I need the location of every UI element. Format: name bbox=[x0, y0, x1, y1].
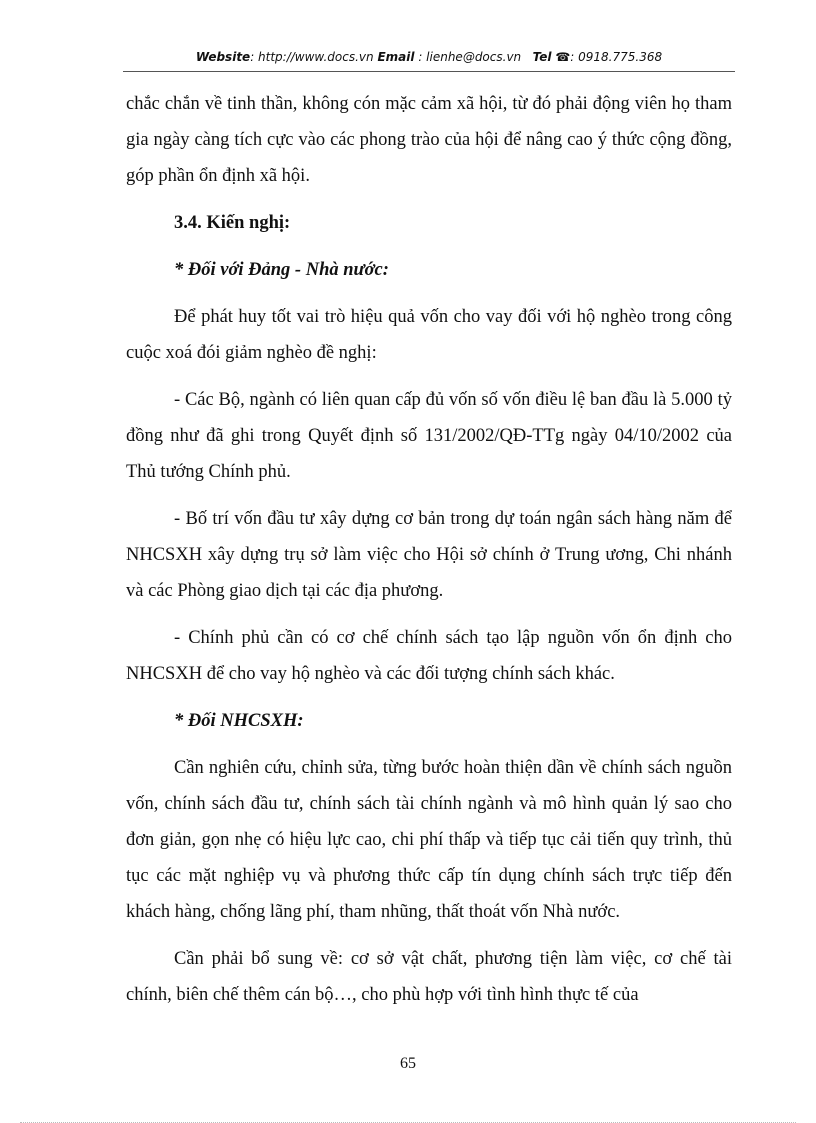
paragraph-investment: - Bố trí vốn đầu tư xây dựng cơ bản trong dự toán ngân sách hàng năm để NHCSXH xây dựng trụ sở làm việc cho Hội sở chính ở Trung ương, Chi nhánh và các Phòng giao dịch tại các địa phương. bbox=[126, 509, 732, 601]
paragraph-supplement: Cần phải bổ sung về: cơ sở vật chất, phương tiện làm việc, cơ chế tài chính, biên chế thêm cán bộ…, cho phù hợp với tình hình thực tế của bbox=[126, 949, 732, 1005]
paragraph-continuation: chắc chắn về tinh thần, không cón mặc cảm xã hội, từ đó phải động viên họ tham gia ngày càng tích cực vào các phong trào của hội để nâng cao ý thức cộng đồng, góp phần ổn định xã hội. bbox=[126, 94, 732, 186]
phone-icon: ☎ bbox=[555, 50, 571, 64]
website-value: : http://www.docs.vn bbox=[250, 50, 374, 64]
tel-label: Tel bbox=[532, 50, 552, 64]
paragraph-policy-research: Cần nghiên cứu, chỉnh sửa, từng bước hoàn thiện dần về chính sách nguồn vốn, chính sách đầu tư, chính sách tài chính ngành và mô hình quản lý sao cho đơn giản, gọn nhẹ có hiệu lực cao, chi phí thấp và tiếp tục cải tiến quy trình, thủ tục các mặt nghiệp vụ và phương thức cấp tín dụng chính sách trực tiếp đến khách hàng, chống lãng phí, tham nhũng, thất thoát vốn Nhà nước. bbox=[126, 758, 732, 922]
paragraph-government: - Chính phủ cần có cơ chế chính sách tạo lập nguồn vốn ổn định cho NHCSXH để cho vay hộ nghèo và các đối tượng chính sách khác. bbox=[126, 628, 732, 684]
header-divider bbox=[123, 71, 735, 72]
tel-value: : 0918.775.368 bbox=[570, 50, 663, 64]
paragraph-intro: Để phát huy tốt vai trò hiệu quả vốn cho vay đối với hộ nghèo trong công cuộc xoá đói giảm nghèo đề nghị: bbox=[126, 307, 732, 363]
section-heading: 3.4. Kiến nghị: bbox=[174, 213, 291, 233]
email-value: : lienhe@docs.vn bbox=[414, 50, 522, 64]
website-label: Website bbox=[195, 50, 251, 64]
email-label: Email bbox=[377, 50, 415, 64]
page-header bbox=[123, 50, 735, 70]
paragraph-capital: - Các Bộ, ngành có liên quan cấp đủ vốn số vốn điều lệ ban đầu là 5.000 tỷ đồng như đã ghi trong Quyết định số 131/2002/QĐ-TTg ngày 04/10/2002 của Thủ tướng Chính phủ. bbox=[126, 390, 732, 482]
subheading-party-state: * Đối với Đảng - Nhà nước: bbox=[174, 260, 389, 280]
page-number: 65 bbox=[400, 1055, 416, 1072]
document-body bbox=[126, 86, 732, 1013]
subheading-bank: * Đối NHCSXH: bbox=[174, 711, 304, 731]
